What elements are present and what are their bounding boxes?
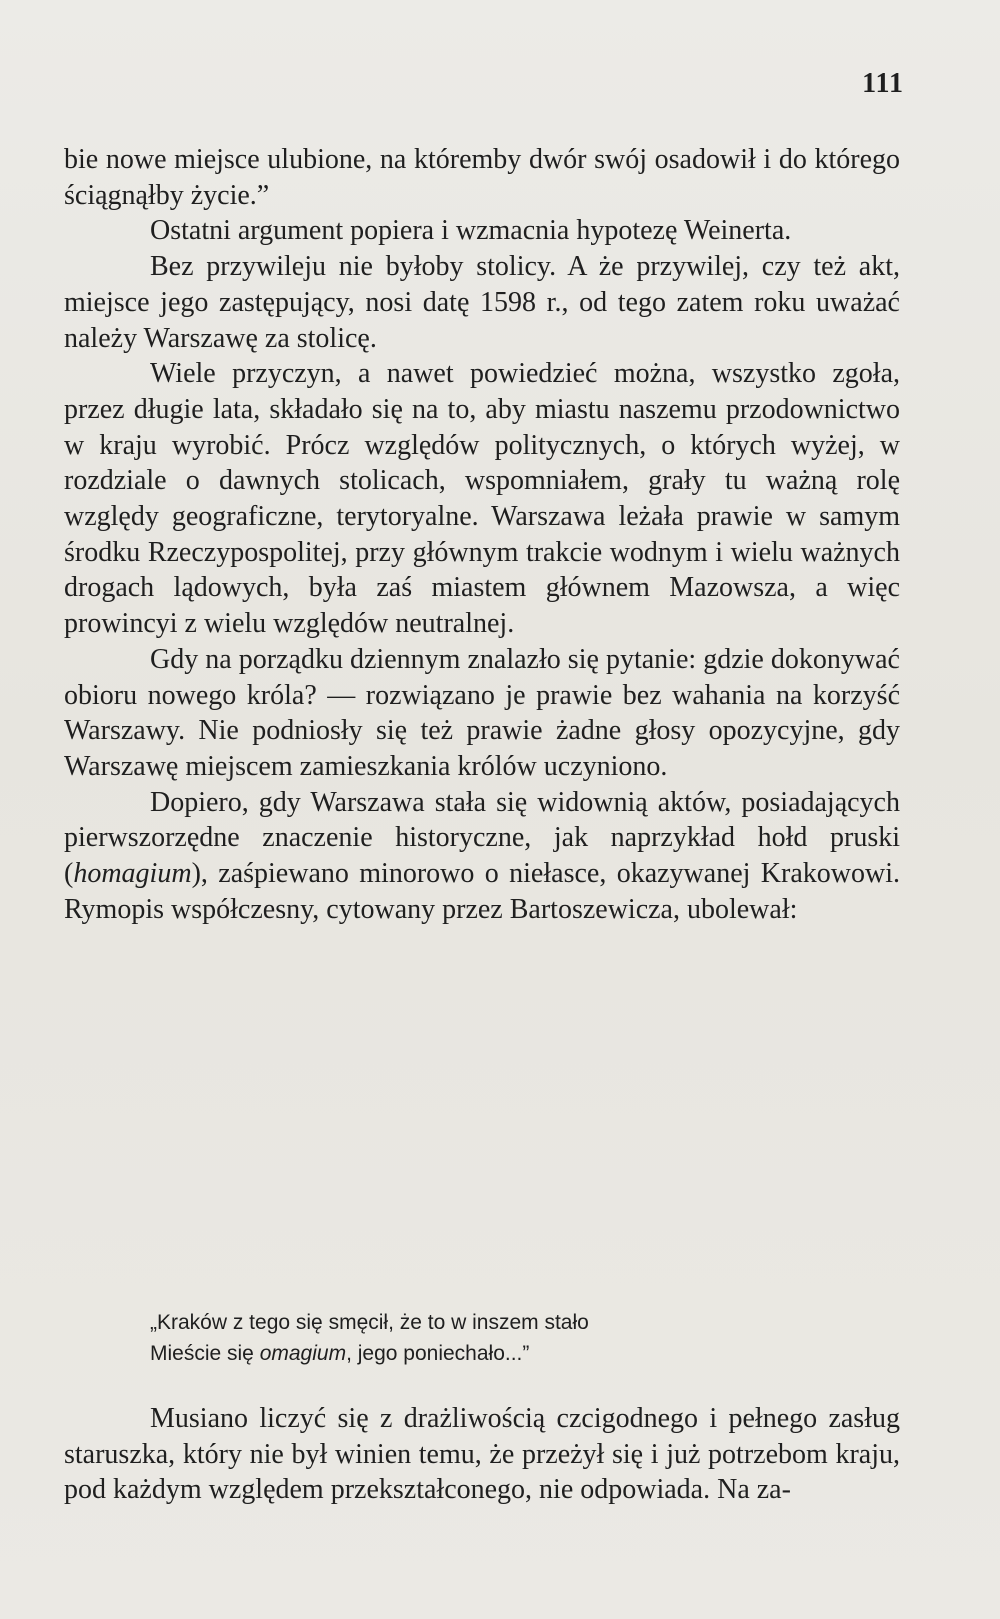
paragraph: Bez przywileju nie byłoby stolicy. A że przywilej, czy też akt, miejsce jego zastępujący, nosi datę 1598 r., od tego zatem roku uważać należy Warszawę za stolicę. [64,251,900,354]
italic-term: homagium [73,858,192,890]
paragraph-text: ), zaśpiewano minorowo o niełasce, okazywanej Krakowowi. Rymopis współczesny, cytowany przez Bartoszewicza, ubolewał: [64,858,900,925]
page-number: 111 [862,68,904,99]
paragraph: Wiele przyczyn, a nawet powiedzieć można, wszystko zgoła, przez długie lata, składało się na to, aby miastu naszemu przodownictwo w kraju wyrobić. Prócz względów politycznych, o których wyżej, w rozdziale o dawnych stolicach, wspomniałem, grały tu ważną rolę względy geograficzne, terytoryalne. Warszawa leżała prawie w samym środku Rzeczypospolitej, przy głównym trakcie wodnym i wielu ważnych drogach lądowych, była zaś miastem głównem Mazowsza, a więc prowincyi z wielu względów neutralnej. [64,358,900,640]
paragraph: Musiano liczyć się z drażliwością czcigodnego i pełnego zasług staruszka, który nie był winien temu, że przeżył się i już potrzebom kraju, pod każdym względem przekształconego, nie odpowiada. Na za- [64,1403,900,1506]
paragraph: Ostatni argument popiera i wzmacnia hypotezę Weinerta. [150,215,792,247]
paragraph: Gdy na porządku dziennym znalazło się pytanie: gdzie dokonywać obioru nowego króla? — rozwiązano je prawie bez wahania na korzyść Warszawy. Nie podniosły się też prawie żadne głosy opozycyjne, gdy Warszawę miejscem zamieszkania królów uczyniono. [64,643,900,782]
quote-text: , jego poniechało...” [346,1342,530,1365]
paragraph: bie nowe miejsce ulubione, na któremby dwór swój osadowił i do którego ściągnąłby życie.” [64,144,900,211]
paragraph-text: Dopiero, gdy Warszawa stała się widownią aktów, posiadających pierwszorzędne znaczenie historyczne, jak naprzykład hołd pruski ( [64,786,900,890]
italic-term: omagium [259,1342,347,1365]
quote-text: Mieście się [150,1342,260,1365]
closing-text-block [64,1401,900,1508]
poem-quote [150,1307,870,1369]
paragraph [64,785,900,928]
quote-line: „Kraków z tego się smęcił, że to w inszem stało [150,1311,589,1334]
quote-line [150,1338,870,1369]
main-text-block [64,142,900,927]
